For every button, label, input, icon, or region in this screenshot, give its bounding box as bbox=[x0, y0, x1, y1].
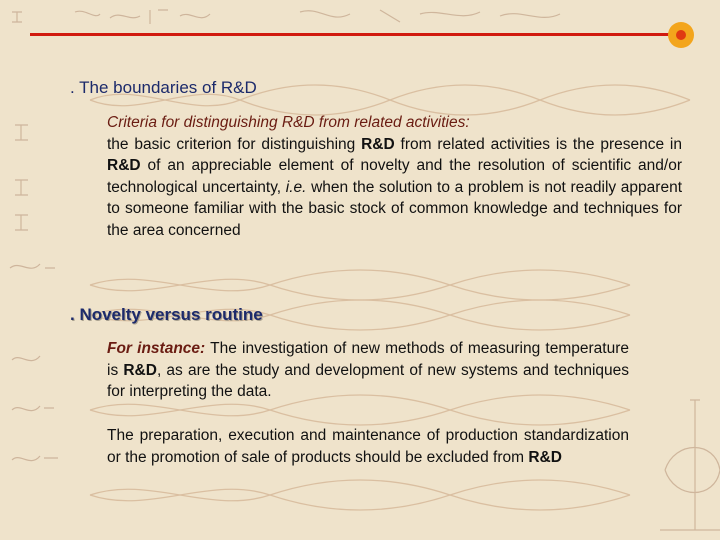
criteria-text-1: the basic criterion for distinguishing bbox=[107, 135, 362, 153]
section-heading-novelty: . Novelty versus routine bbox=[70, 305, 263, 324]
criteria-label: Criteria for distinguishing R&D from related activities: bbox=[107, 114, 470, 131]
exclusion-paragraph bbox=[107, 425, 629, 468]
header-rule bbox=[30, 33, 678, 36]
criteria-bold-2: R&D bbox=[107, 157, 141, 174]
instance-paragraph bbox=[107, 338, 629, 403]
section-heading-boundaries: . The boundaries of R&D bbox=[70, 78, 257, 97]
instance-label: For instance: bbox=[107, 340, 206, 357]
criteria-ie: i.e. bbox=[285, 178, 307, 196]
criteria-text-2: from related activities is the presence in bbox=[394, 135, 682, 153]
instance-text-1: The investigation of new methods of measuring temperature is bbox=[107, 340, 629, 379]
instance-text-2: , as are the study and development of new systems and techniques for interpreting the data. bbox=[107, 361, 629, 400]
criteria-paragraph bbox=[107, 112, 682, 241]
criteria-text-4: when the solution to a problem is not readily apparent to someone familiar with the basic stock of common knowledge and techniques for the area concerned bbox=[107, 178, 682, 239]
header-dot-icon bbox=[668, 22, 694, 48]
criteria-bold-1: R&D bbox=[361, 135, 395, 153]
exclusion-bold: R&D bbox=[528, 448, 562, 466]
instance-bold: R&D bbox=[123, 361, 157, 379]
exclusion-text: The preparation, execution and maintenance of production standardization or the promotion of sale of products should be excluded from bbox=[107, 427, 629, 466]
criteria-text-3: of an appreciable element of novelty and the resolution of scientific and/or technological uncertainty, bbox=[107, 157, 682, 196]
